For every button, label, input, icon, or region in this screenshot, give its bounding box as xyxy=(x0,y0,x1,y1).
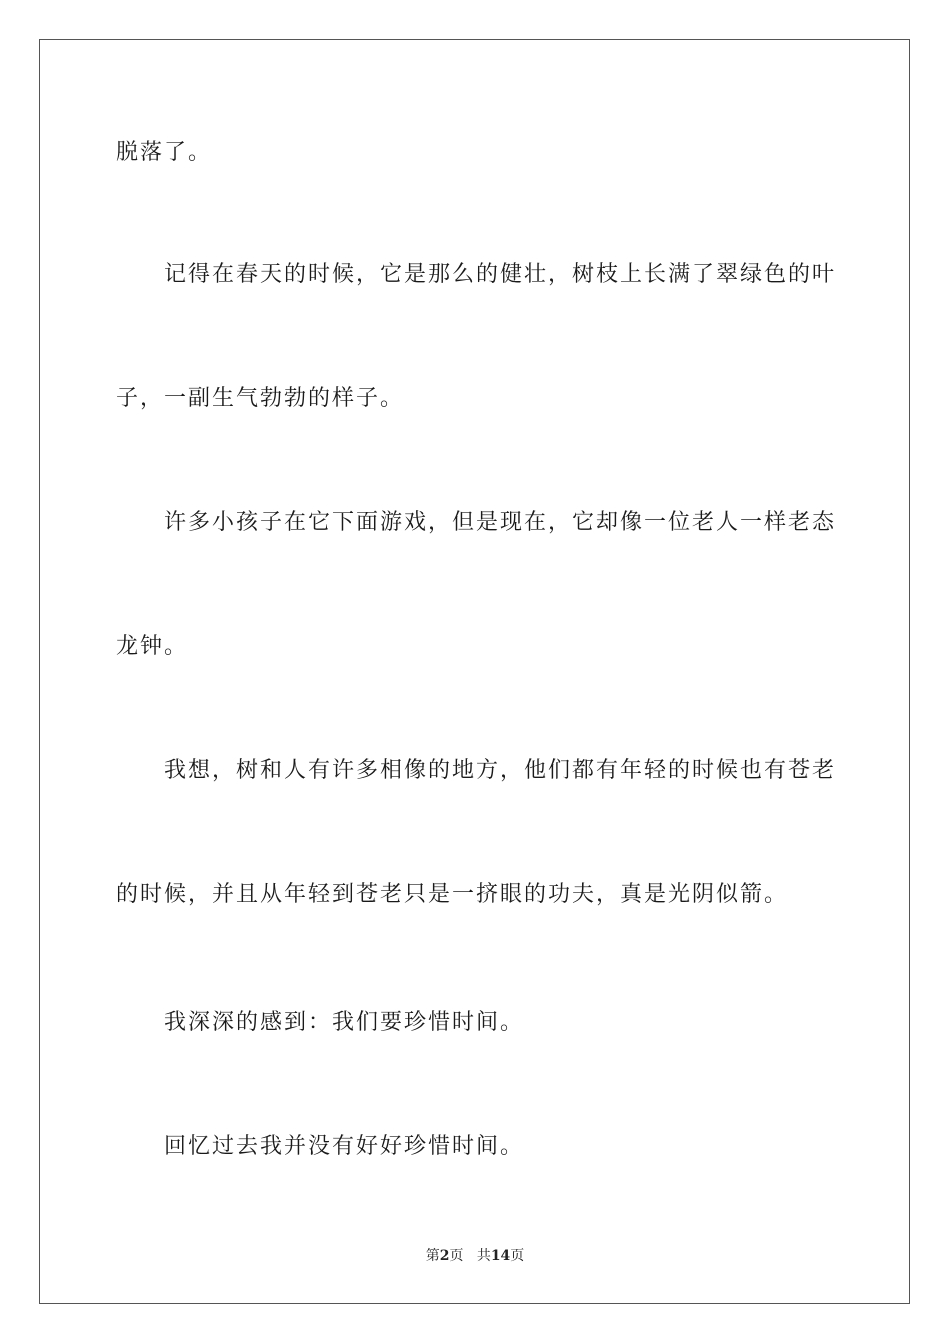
paragraph-3-line-1: 我想，树和人有许多相像的地方，他们都有年轻的时候也有苍老 xyxy=(164,758,837,783)
text-line-1: 脱落了。 xyxy=(116,140,213,165)
page-border xyxy=(39,39,910,1304)
paragraph-1-line-2: 子，一副生气勃勃的样子。 xyxy=(116,386,405,411)
total-label-suffix: 页 xyxy=(510,1248,525,1264)
paragraph-2-line-2: 龙钟。 xyxy=(116,634,189,659)
paragraph-1-line-1: 记得在春天的时候，它是那么的健壮，树枝上长满了翠绿色的叶 xyxy=(164,262,837,287)
paragraph-5: 回忆过去我并没有好好珍惜时间。 xyxy=(164,1134,525,1159)
paragraph-2-line-1: 许多小孩子在它下面游戏，但是现在，它却像一位老人一样老态 xyxy=(164,510,837,535)
page-number: 2 xyxy=(439,1248,450,1264)
total-label-prefix: 共 xyxy=(476,1248,491,1264)
page-footer xyxy=(0,1247,950,1265)
page-label-prefix: 第 xyxy=(425,1248,440,1264)
total-pages: 14 xyxy=(490,1248,511,1264)
paragraph-4: 我深深的感到：我们要珍惜时间。 xyxy=(164,1010,525,1035)
page-label-suffix: 页 xyxy=(449,1248,464,1264)
paragraph-3-line-2: 的时候，并且从年轻到苍老只是一挤眼的功夫，真是光阴似箭。 xyxy=(116,882,789,907)
